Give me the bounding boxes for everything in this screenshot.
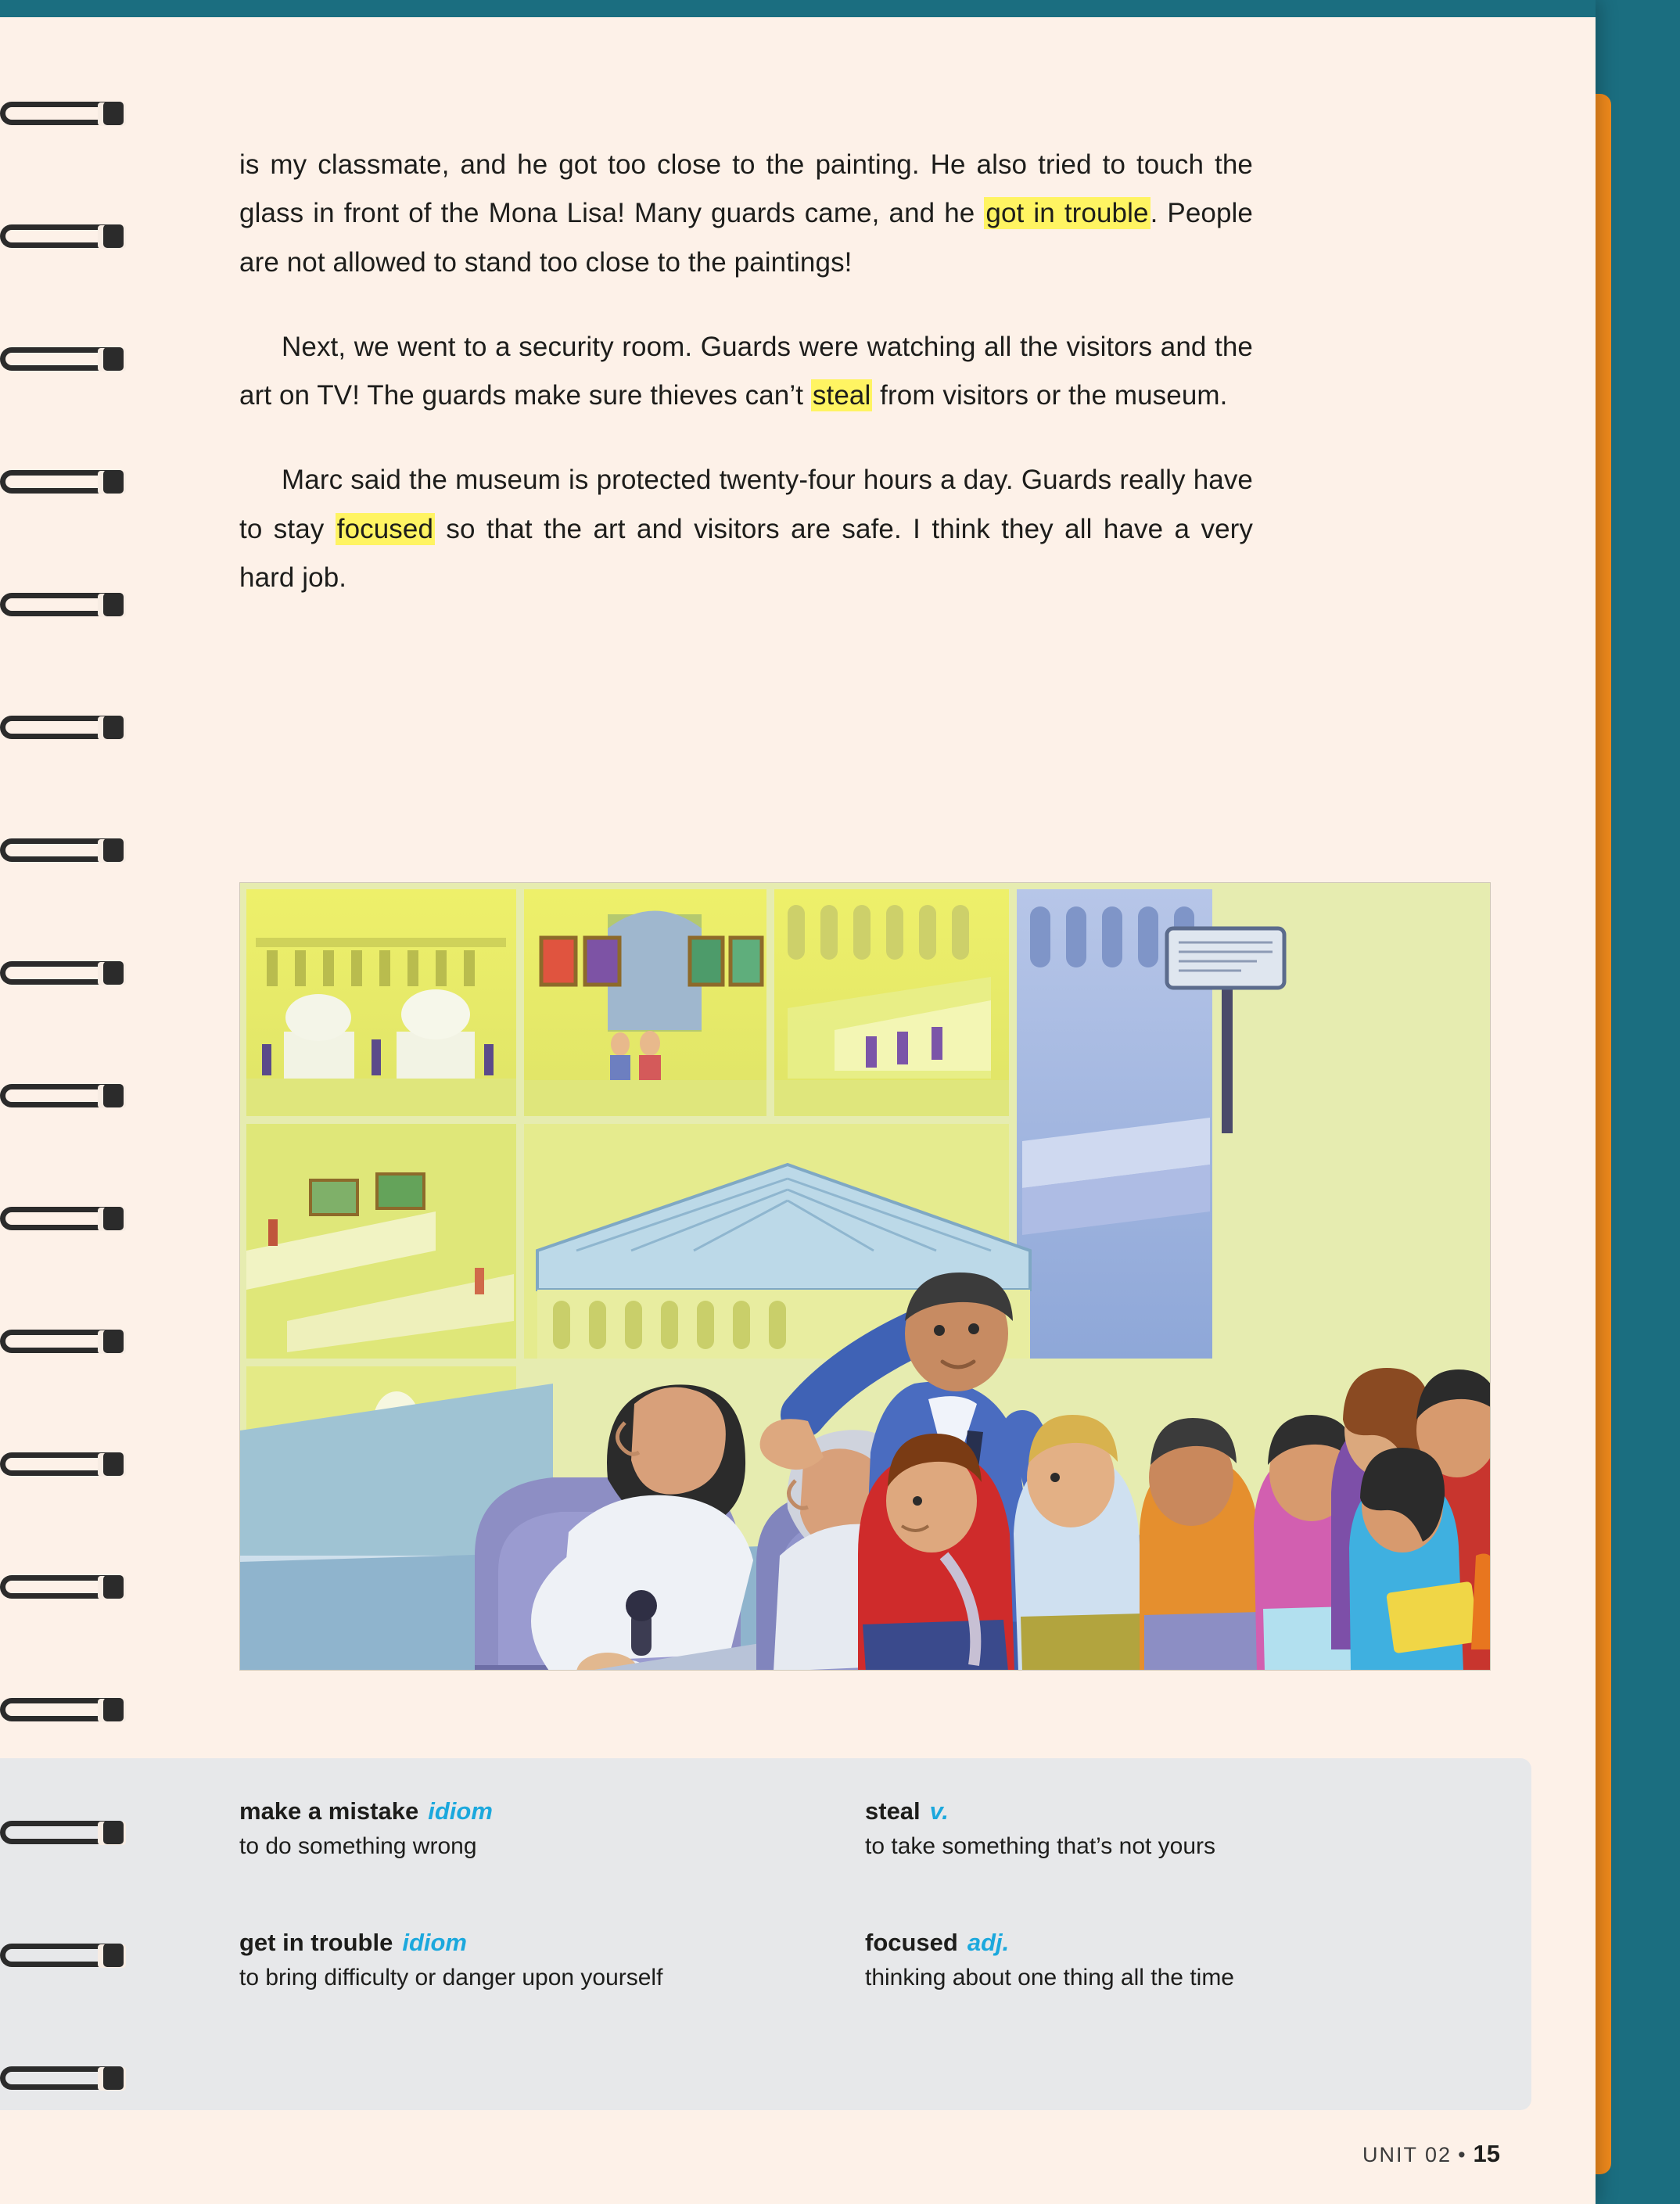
glossary-panel [0, 1758, 1531, 2110]
glossary-definition: thinking about one thing all the time [865, 1965, 1234, 1990]
glossary-part-of-speech: idiom [428, 1797, 493, 1825]
spiral-wire-end [103, 961, 124, 985]
glossary-term-text: focused [865, 1929, 958, 1956]
spiral-ring [0, 593, 137, 619]
glossary-term [865, 1797, 1397, 1825]
museum-security-illustration [239, 882, 1491, 1671]
glossary-grid [239, 1797, 1397, 1991]
page-top-trim [0, 0, 1596, 17]
spiral-wire-end [103, 838, 124, 862]
spiral-wire [0, 838, 117, 862]
footer-unit-label: UNIT 02 [1362, 2143, 1452, 2166]
highlighted-vocabulary: focused [336, 513, 434, 544]
paragraph-text: . People are not allowed to stand too close to the paintings! [239, 198, 1253, 278]
spiral-wire-end [103, 1452, 124, 1476]
spiral-ring [0, 102, 137, 128]
spiral-wire [0, 1084, 117, 1107]
spiral-wire-end [103, 1698, 124, 1721]
glossary-entry-1 [239, 1797, 865, 1860]
page-footer [1362, 2140, 1500, 2168]
spiral-wire [0, 716, 117, 739]
paragraph-text: is my classmate, and he got too close to the painting. He also tried to touch the glass in front of the Mona Lisa! Many guards came, and he [239, 149, 1253, 229]
glossary-part-of-speech: adj. [967, 1929, 1010, 1956]
spiral-wire [0, 224, 117, 248]
spiral-wire [0, 1452, 117, 1476]
spiral-ring [0, 716, 137, 742]
spiral-wire [0, 1207, 117, 1230]
spiral-wire-end [103, 347, 124, 371]
glossary-term [239, 1797, 865, 1825]
article-body [239, 141, 1253, 638]
spiral-wire-end [103, 1944, 124, 1967]
spiral-ring [0, 1821, 137, 1847]
spiral-wire [0, 1821, 117, 1844]
spiral-ring [0, 1207, 137, 1233]
paragraph-text: Marc said the museum is protected twenty-four hours a day. Guards really have to stay [239, 465, 1253, 544]
spiral-wire [0, 1944, 117, 1967]
spiral-wire-end [103, 716, 124, 739]
highlighted-vocabulary: got in trouble [985, 198, 1149, 229]
spiral-wire-end [103, 1575, 124, 1599]
footer-separator: • [1458, 2143, 1467, 2166]
glossary-term-text: steal [865, 1797, 921, 1825]
paragraph-3 [239, 456, 1253, 602]
spiral-wire [0, 593, 117, 616]
spiral-wire [0, 1330, 117, 1353]
glossary-entry-2 [865, 1797, 1397, 1860]
glossary-part-of-speech: v. [929, 1797, 949, 1825]
illustration-svg [240, 883, 1491, 1671]
spiral-wire-end [103, 102, 124, 125]
spiral-wire-end [103, 1330, 124, 1353]
spiral-wire-end [103, 1207, 124, 1230]
spiral-binding [0, 0, 164, 2204]
spiral-wire-end [103, 593, 124, 616]
spiral-wire-end [103, 470, 124, 494]
glossary-term [865, 1929, 1397, 1957]
glossary-definition: to do something wrong [239, 1833, 477, 1859]
footer-page-number: 15 [1473, 2140, 1500, 2167]
spiral-ring [0, 1944, 137, 1970]
glossary-entry-3 [239, 1929, 865, 1991]
spiral-ring [0, 1330, 137, 1356]
glossary-definition: to bring difficulty or danger upon yourself [239, 1965, 663, 1990]
spiral-wire-end [103, 1821, 124, 1844]
spiral-wire [0, 102, 117, 125]
glossary-term-text: get in trouble [239, 1929, 393, 1956]
glossary-definition: to take something that’s not yours [865, 1833, 1216, 1859]
spiral-ring [0, 838, 137, 865]
spiral-wire [0, 470, 117, 494]
glossary-term [239, 1929, 865, 1957]
spiral-wire-end [103, 2066, 124, 2090]
glossary-entry-4 [865, 1929, 1397, 1991]
spiral-ring [0, 347, 137, 374]
paragraph-text: so that the art and visitors are safe. I think they all have a very hard job. [239, 513, 1253, 594]
spiral-wire [0, 2066, 117, 2090]
paragraph-text: Next, we went to a security room. Guards were watching all the visitors and the art on TV! The guards make sure thieves can’t [239, 331, 1253, 411]
spiral-wire [0, 1698, 117, 1721]
glossary-term-text: make a mistake [239, 1797, 419, 1825]
spiral-ring [0, 1698, 137, 1725]
spiral-ring [0, 1084, 137, 1111]
spiral-ring [0, 470, 137, 497]
paragraph-2 [239, 323, 1253, 421]
spiral-wire [0, 347, 117, 371]
highlighted-vocabulary: steal [812, 380, 871, 411]
spiral-ring [0, 961, 137, 988]
spiral-ring [0, 224, 137, 251]
spiral-ring [0, 2066, 137, 2093]
spiral-wire [0, 961, 117, 985]
spiral-wire-end [103, 224, 124, 248]
spiral-wire [0, 1575, 117, 1599]
paragraph-text: from visitors or the museum. [872, 380, 1228, 411]
paragraph-1 [239, 141, 1253, 287]
spiral-wire-end [103, 1084, 124, 1107]
glossary-part-of-speech: idiom [402, 1929, 467, 1956]
spiral-ring [0, 1452, 137, 1479]
spiral-ring [0, 1575, 137, 1602]
